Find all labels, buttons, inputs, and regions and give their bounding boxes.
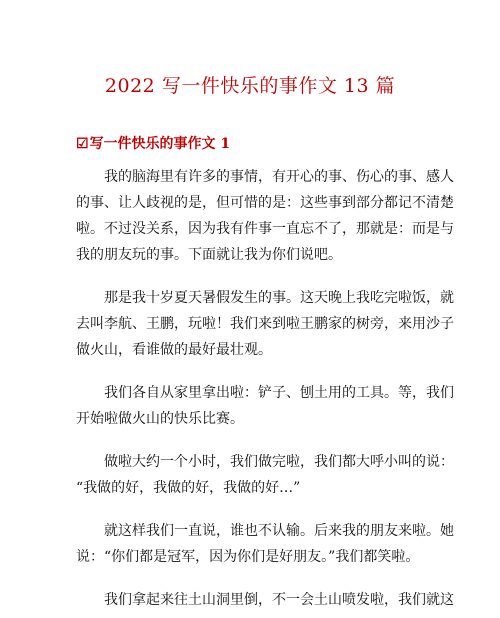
paragraph (76, 285, 454, 363)
paragraph-line: 去叫李航、王鹏，玩啦！我们来到啦王鹏家的树旁，来用沙子 (76, 316, 454, 332)
document-title: 2022 写一件快乐的事作文 13 篇 (104, 75, 396, 97)
section-heading-text: 写一件快乐的事作文 1 (89, 136, 231, 152)
paragraph-line: 做啦大约一个小时，我们做完啦，我们都大呼小叫的说： (104, 454, 454, 470)
paragraph-line: 我们各自从家里拿出啦：铲子、刨土用的工具。等，我们 (104, 385, 454, 401)
paragraph-line: 的事、让人歧视的是，但可惜的是：这些事到部分都记不清楚 (76, 195, 454, 211)
paragraph-line: 就这样我们一直说，谁也不认输。后来我的朋友来啦。她 (104, 523, 454, 539)
section-heading (76, 134, 230, 154)
checkbox-icon: ☑ (76, 136, 89, 152)
paragraph-line: 开始啦做火山的快乐比赛。 (76, 411, 244, 427)
paragraph (76, 587, 454, 608)
document-body (76, 164, 454, 618)
paragraph-line: 我们拿起来往土山洞里倒，不一会土山喷发啦，我们就这 (104, 592, 454, 608)
paragraph (76, 380, 454, 432)
paragraph (76, 164, 454, 268)
paragraph-line: 啦。不过没关系，因为我有件事一直忘不了，那就是：而是与 (76, 221, 454, 237)
paragraph-line: 我的脑海里有许多的事情，有开心的事、伤心的事、感人 (104, 169, 454, 185)
paragraph (76, 449, 454, 501)
paragraph-line: 做火山，看谁做的最好最壮观。 (76, 342, 272, 358)
paragraph-line: 那是我十岁夏天暑假发生的事。这天晚上我吃完啦饭，就 (104, 290, 454, 306)
paragraph-line: “我做的好，我做的好，我做的好…” (76, 480, 301, 496)
paragraph-line: 说：“你们都是冠军，因为你们是好朋友。”我们都笑啦。 (76, 549, 420, 565)
paragraph-line: 我的朋友玩的事。下面就让我为你们说吧。 (76, 247, 342, 263)
paragraph (76, 518, 454, 570)
